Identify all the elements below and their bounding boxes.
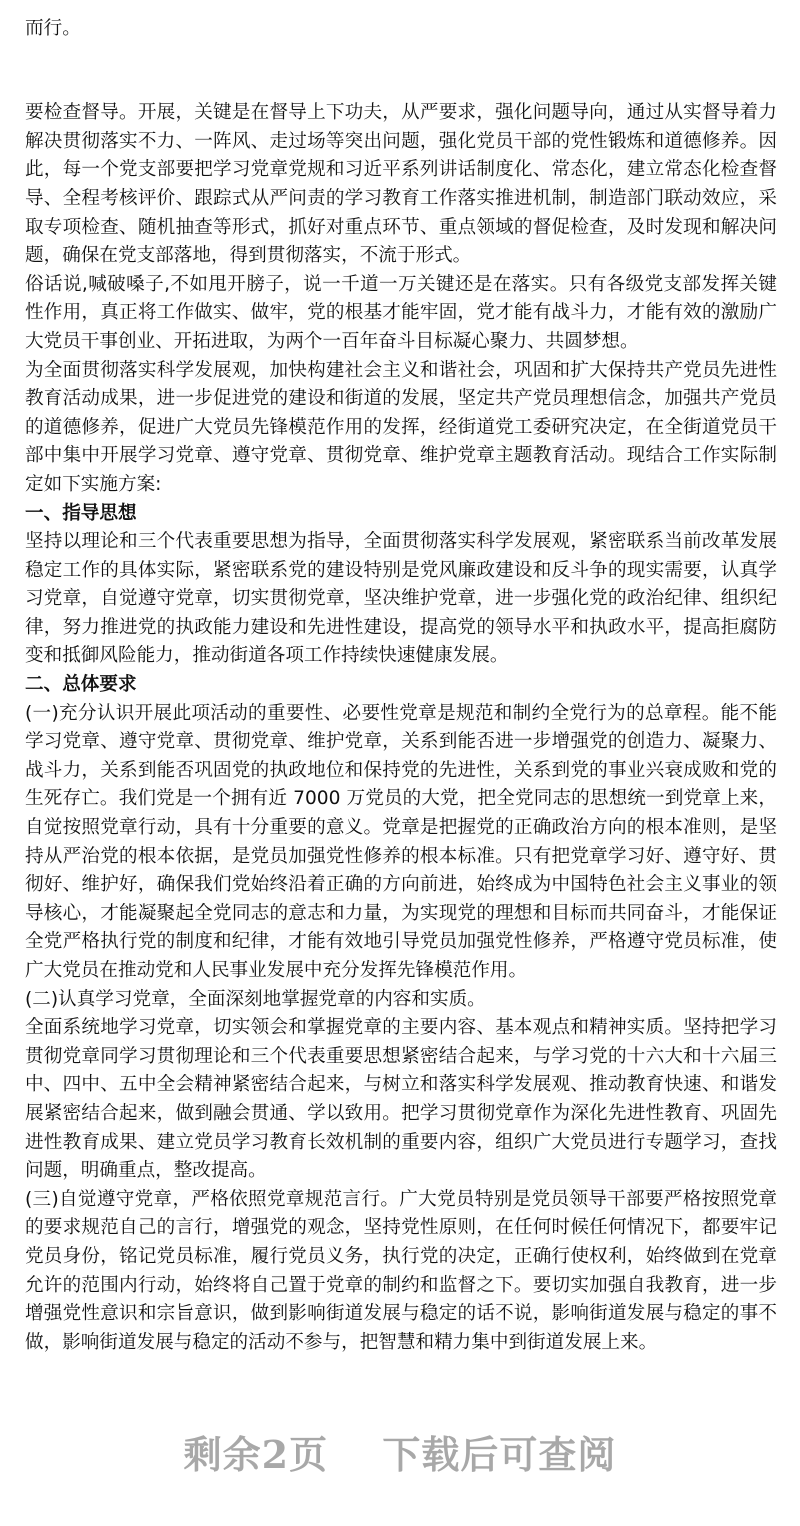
paragraph: 坚持以理论和三个代表重要思想为指导，全面贯彻落实科学发展观，紧密联系当前改革发展稳定工作的具体实际，紧密联系党的建设特别是党风廉政建设和反斗争的现实需要，认真学习党章，自觉遵守党章，切实贯彻党章，坚决维护党章，进一步强化党的政治纪律、组织纪律，努力推进党的执政能力建设和先进性建设，提高党的领导水平和执政水平，提高拒腐防变和抵御风险能力，推动街道各项工作持续快速健康发展。 xyxy=(25,531,777,667)
download-to-view-label: 下载后可查阅 xyxy=(382,1432,617,1477)
intro-tail: 而行。 xyxy=(25,17,81,39)
paragraph: (三)自觉遵守党章，严格依照党章规范言行。广大党员特别是党员领导干部要严格按照党章的要求规范自己的言行，增强党的观念，坚持党性原则，在任何时候任何情况下，都要牢记党员身份，铭记党员标准，履行党员义务，执行党的决定，正确行使权利，始终做到在党章允许的范围内行动，始终将自己置于党章的制约和监督之下。要切实加强自我教育，进一步增强党性意识和宗旨意识，做到影响街道发展与稳定的话不说，影响街道发展与稳定的事不做，影响街道发展与稳定的活动不参与，把智慧和精力集中到街道发展上来。 xyxy=(25,1188,777,1353)
paragraph: (二)认真学习党章，全面深刻地掌握党章的内容和实质。 xyxy=(25,988,486,1010)
paragraph: 要检查督导。开展，关键是在督导上下功夫，从严要求，强化问题导向，通过从实督导着力解决贯彻落实不力、一阵风、走过场等突出问题，强化党员干部的党性锻炼和道德修养。因此，每一个党支部要把学习党章党规和习近平系列讲话制度化、常态化，建立常态化检查督导、全程考核评价、跟踪式从严问责的学习教育工作落实推进机制，制造部门联动效应，采取专项检查、随机抽查等形式，抓好对重点环节、重点领域的督促检查，及时发现和解决问题，确保在党支部落地，得到贯彻落实，不流于形式。 xyxy=(25,102,777,267)
remaining-pages-label: 剩余2页 xyxy=(183,1432,329,1477)
paragraph: (一)充分认识开展此项活动的重要性、必要性党章是规范和制约全党行为的总章程。能不能学习党章、遵守党章、贯彻党章、维护党章，关系到能否进一步增强党的创造力、凝聚力、战斗力，关系到能否巩固党的执政地位和保持党的先进性，关系到党的事业兴衰成败和党的生死存亡。我们党是一个拥有近 7000 万党员的大党，把全党同志的思想统一到党章上来，自觉按照党章行动，具有十分重要的意义。党章是把握党的正确政治方向的根本准则，是坚持从严治党的根本依据，是党员加强党性修养的根本标准。只有把党章学习好、遵守好、贯彻好、维护好，确保我们党始终沿着正确的方向前进，始终成为中国特色社会主义事业的领导核心，才能凝聚起全党同志的意志和力量，为实现党的理想和目标而共同奋斗，才能保证全党严格执行党的制度和纪律，才能有效地引导党员加强党性修养，严格遵守党员标准，使广大党员在推动党和人民事业发展中充分发挥先锋模范作用。 xyxy=(25,702,777,981)
document-body xyxy=(25,0,777,1357)
paragraph: 为全面贯彻落实科学发展观，加快构建社会主义和谐社会，巩固和扩大保持共产党员先进性教育活动成果，进一步促进党的建设和街道的发展，坚定共产党员理想信念，加强共产党员的道德修养，促进广大党员先锋模范作用的发挥，经街道党工委研究决定，在全街道党员干部中集中开展学习党章、遵守党章、贯彻党章、维护党章主题教育活动。现结合工作实际制定如下实施方案: xyxy=(25,359,777,495)
cut-off-line xyxy=(25,0,777,15)
paragraph: 全面系统地学习党章，切实领会和掌握党章的主要内容、基本观点和精神实质。坚持把学习贯彻党章同学习贯彻理论和三个代表重要思想紧密结合起来，与学习党的十六大和十六届三中、四中、五中全会精神紧密结合起来，与树立和落实科学发展观、推动教育快速、和谐发展紧密结合起来，做到融会贯通、学以致用。把学习贯彻党章作为深化先进性教育、巩固先进性教育成果、建立党员学习教育长效机制的重要内容，组织广大党员进行专题学习，查找问题，明确重点，整改提高。 xyxy=(25,1017,777,1182)
section-heading: 一、指导思想 xyxy=(25,502,137,524)
download-prompt[interactable] xyxy=(0,1424,800,1479)
section-heading: 二、总体要求 xyxy=(25,674,137,696)
paragraph: 俗话说,喊破嗓子,不如甩开膀子，说一千道一万关键还是在落实。只有各级党支部发挥关键性作用，真正将工作做实、做牢，党的根基才能牢固，党才能有战斗力，才能有效的激励广大党员干事创业、开拓进取，为两个一百年奋斗目标凝心聚力、共圆梦想。 xyxy=(25,273,777,352)
